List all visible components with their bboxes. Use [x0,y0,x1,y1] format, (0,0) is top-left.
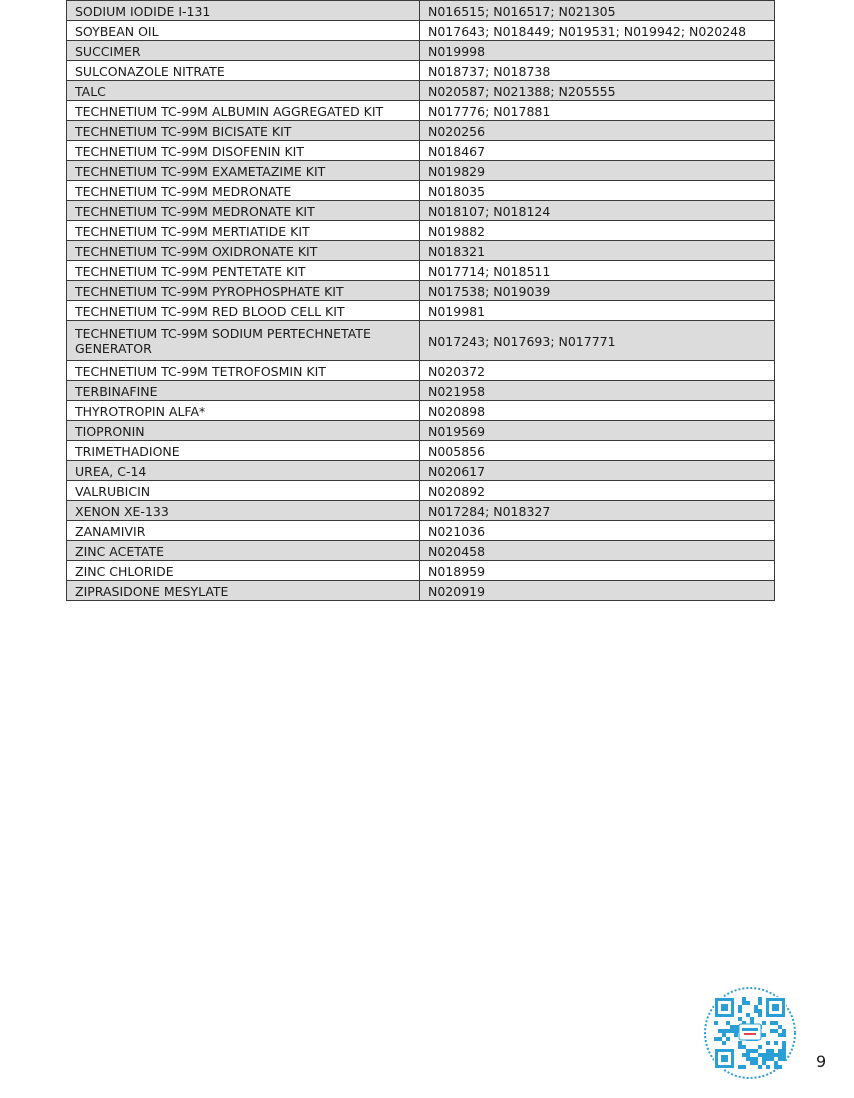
application-number-cell: N021036 [420,521,775,541]
drug-name-cell: TECHNETIUM TC-99M MEDRONATE [67,181,420,201]
table-row [67,301,775,321]
application-number-cell: N018321 [420,241,775,261]
drug-name-cell: ZANAMIVIR [67,521,420,541]
qr-code-graphic [703,986,797,1080]
application-number-cell: N020898 [420,401,775,421]
drug-name-cell: TECHNETIUM TC-99M SODIUM PERTECHNETATE GENERATOR [67,321,420,361]
drug-table-body [67,1,775,601]
drug-name-cell: TECHNETIUM TC-99M PENTETATE KIT [67,261,420,281]
drug-name-cell: ZINC ACETATE [67,541,420,561]
table-row [67,421,775,441]
application-number-cell: N019981 [420,301,775,321]
drug-name-cell: TECHNETIUM TC-99M EXAMETAZIME KIT [67,161,420,181]
application-number-cell: N020458 [420,541,775,561]
table-row [67,541,775,561]
table-row [67,361,775,381]
drug-name-cell: THYROTROPIN ALFA* [67,401,420,421]
table-row [67,461,775,481]
table-row [67,181,775,201]
application-number-cell: N018035 [420,181,775,201]
application-number-cell: N005856 [420,441,775,461]
drug-name-cell: SODIUM IODIDE I-131 [67,1,420,21]
drug-name-cell: TRIMETHADIONE [67,441,420,461]
table-row [67,561,775,581]
drug-name-cell: TECHNETIUM TC-99M TETROFOSMIN KIT [67,361,420,381]
application-number-cell: N020587; N021388; N205555 [420,81,775,101]
application-number-cell: N018107; N018124 [420,201,775,221]
application-number-cell: N020372 [420,361,775,381]
drug-name-cell: SOYBEAN OIL [67,21,420,41]
table-row [67,581,775,601]
drug-name-cell: TERBINAFINE [67,381,420,401]
drug-name-cell: SULCONAZOLE NITRATE [67,61,420,81]
table-row [67,221,775,241]
table-row [67,281,775,301]
table-row [67,481,775,501]
qr-code-icon [703,986,797,1080]
table-row [67,501,775,521]
application-number-cell: N017284; N018327 [420,501,775,521]
drug-name-cell: TECHNETIUM TC-99M DISOFENIN KIT [67,141,420,161]
drug-name-cell: ZIPRASIDONE MESYLATE [67,581,420,601]
drug-name-cell: TECHNETIUM TC-99M BICISATE KIT [67,121,420,141]
drug-name-cell: VALRUBICIN [67,481,420,501]
drug-name-cell: XENON XE-133 [67,501,420,521]
application-number-cell: N018737; N018738 [420,61,775,81]
application-number-cell: N018467 [420,141,775,161]
table-row [67,41,775,61]
table-row [67,161,775,181]
application-number-cell: N020617 [420,461,775,481]
drug-table [66,0,775,601]
drug-name-cell: TALC [67,81,420,101]
drug-name-cell: TECHNETIUM TC-99M OXIDRONATE KIT [67,241,420,261]
table-row [67,321,775,361]
application-number-cell: N017243; N017693; N017771 [420,321,775,361]
application-number-cell: N019569 [420,421,775,441]
table-row [67,101,775,121]
application-number-cell: N020256 [420,121,775,141]
application-number-cell: N019882 [420,221,775,241]
table-row [67,141,775,161]
table-row [67,201,775,221]
application-number-cell: N017714; N018511 [420,261,775,281]
table-row [67,61,775,81]
table-row [67,521,775,541]
application-number-cell: N017776; N017881 [420,101,775,121]
application-number-cell: N017643; N018449; N019531; N019942; N020248 [420,21,775,41]
table-row [67,261,775,281]
drug-name-cell: TIOPRONIN [67,421,420,441]
application-number-cell: N018959 [420,561,775,581]
drug-name-cell: TECHNETIUM TC-99M RED BLOOD CELL KIT [67,301,420,321]
drug-name-cell: TECHNETIUM TC-99M MERTIATIDE KIT [67,221,420,241]
application-number-cell: N019998 [420,41,775,61]
drug-name-cell: TECHNETIUM TC-99M PYROPHOSPHATE KIT [67,281,420,301]
application-number-cell: N019829 [420,161,775,181]
application-number-cell: N020919 [420,581,775,601]
table-row [67,21,775,41]
drug-name-cell: TECHNETIUM TC-99M MEDRONATE KIT [67,201,420,221]
drug-name-cell: ZINC CHLORIDE [67,561,420,581]
table-row [67,381,775,401]
table-row [67,121,775,141]
table-row [67,1,775,21]
table-row [67,241,775,261]
application-number-cell: N016515; N016517; N021305 [420,1,775,21]
application-number-cell: N021958 [420,381,775,401]
drug-name-cell: TECHNETIUM TC-99M ALBUMIN AGGREGATED KIT [67,101,420,121]
table-row [67,81,775,101]
drug-name-cell: UREA, C-14 [67,461,420,481]
table-row [67,441,775,461]
table-row [67,401,775,421]
page-number: 9 [816,1052,827,1071]
drug-name-cell: SUCCIMER [67,41,420,61]
application-number-cell: N017538; N019039 [420,281,775,301]
application-number-cell: N020892 [420,481,775,501]
